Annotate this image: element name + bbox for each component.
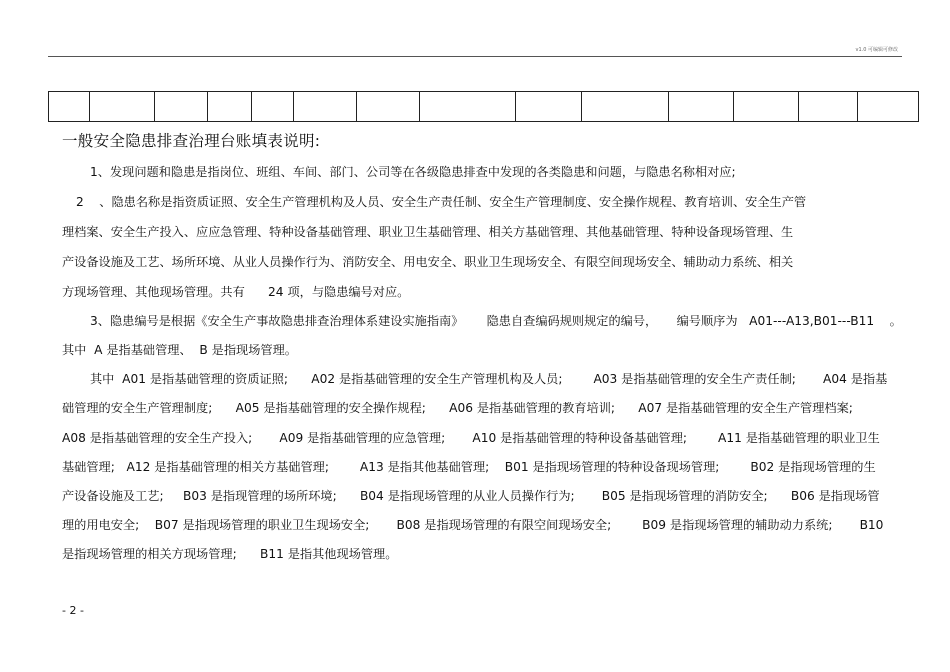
text-line: 方现场管理、其他现场管理。共有 24 项，与隐患编号对应。 xyxy=(62,285,410,299)
table-row xyxy=(49,92,919,122)
header-note: v1.0 可编辑可修改 xyxy=(855,47,898,53)
table-cell xyxy=(208,92,252,122)
table-cell xyxy=(582,92,669,122)
header-rule xyxy=(48,56,902,57)
table-cell xyxy=(294,92,357,122)
text-line: 2 、隐患名称是指资质证照、安全生产管理机构及人员、安全生产责任制、安全生产管理制度、安全操作规程、教育培训、安全生产管 xyxy=(76,195,807,209)
table-cell xyxy=(420,92,516,122)
text-line: 其中 A01 是指基础管理的资质证照; A02 是指基础管理的安全生产管理机构及人员; A03 是指基础管理的安全生产责任制; A04 是指基 xyxy=(90,372,888,386)
table-cell xyxy=(734,92,799,122)
text-line: 其中 A 是指基础管理、 B 是指现场管理。 xyxy=(62,343,297,357)
text-line: 理的用电安全; B07 是指现场管理的职业卫生现场安全; B08 是指现场管理的有限空间现场安全; B09 是指现场管理的辅助动力系统; B10 xyxy=(62,518,884,532)
page-title: 一般安全隐患排查治理台账填表说明: xyxy=(62,132,321,150)
text-line: 产设备设施及工艺; B03 是指现管理的场所环境; B04 是指现场管理的从业人员操作行为; B05 是指现场管理的消防安全; B06 是指现场管 xyxy=(62,489,880,503)
text-line: 是指现场管理的相关方现场管理; B11 是指其他现场管理。 xyxy=(62,547,398,561)
text-line: A08 是指基础管理的安全生产投入; A09 是指基础管理的应急管理; A10 是指基础管理的特种设备基础管理; A11 是指基础管理的职业卫生 xyxy=(62,431,880,445)
text-line: 产设备设施及工艺、场所环境、从业人员操作行为、消防安全、用电安全、职业卫生现场安全、有限空间现场安全、辅助动力系统、相关 xyxy=(62,255,794,269)
table-cell xyxy=(357,92,420,122)
table-cell xyxy=(155,92,208,122)
table-cell xyxy=(252,92,294,122)
table-cell xyxy=(669,92,734,122)
table-cell xyxy=(858,92,919,122)
text-line: 3、隐患编号是根据《安全生产事故隐患排查治理体系建设实施指南》 隐患自查编码规则规定的编号， 编号顺序为 A01---A13,B01---B11 。 xyxy=(90,314,902,328)
text-line: 基础管理; A12 是指基础管理的相关方基础管理; A13 是指其他基础管理; B01 是指现场管理的特种设备现场管理; B02 是指现场管理的生 xyxy=(62,460,876,474)
table-cell xyxy=(49,92,90,122)
page-number: - 2 - xyxy=(62,604,84,617)
text-line: 础管理的安全生产管理制度; A05 是指基础管理的安全操作规程; A06 是指基础管理的教育培训; A07 是指基础管理的安全生产管理档案; xyxy=(62,401,853,415)
text-line: 理档案、安全生产投入、应应急管理、特种设备基础管理、职业卫生基础管理、相关方基础管理、其他基础管理、特种设备现场管理、生 xyxy=(62,225,794,239)
table-cell xyxy=(90,92,155,122)
table-cell xyxy=(799,92,858,122)
text-line: 1、发现问题和隐患是指岗位、班组、车间、部门、公司等在各级隐患排查中发现的各类隐患和问题，与隐患名称相对应; xyxy=(90,165,736,179)
table-cell xyxy=(516,92,582,122)
ledger-table-row xyxy=(48,91,919,122)
